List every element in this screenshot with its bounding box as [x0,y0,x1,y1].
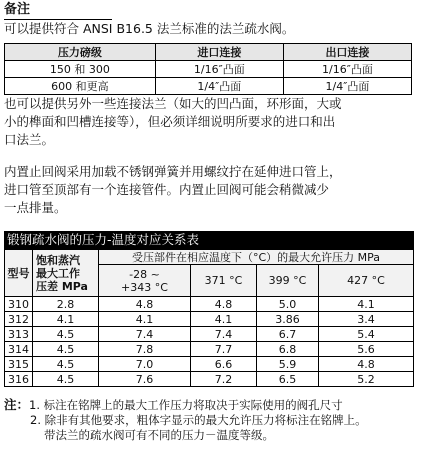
cell: 4.8 [99,297,191,312]
paragraph-line: 内置止回阀采用加载不锈钢弹簧并用螺纹拧在延伸进口管上， [4,164,342,179]
notes-lead: 注： [4,397,30,412]
connection-table [4,43,412,95]
cell: 7.0 [99,357,191,372]
cell: 5.6 [319,342,414,357]
cell: 2.8 [33,297,99,312]
cell: 4.8 [191,297,257,312]
header-max-dp [33,250,99,297]
header-pressure-class: 压力磅级 [5,44,156,61]
cell: 7.4 [99,327,191,342]
cell: 310 [5,297,33,312]
cell: 5.0 [257,297,319,312]
header-max-dp-line: 压差 MPa [36,279,88,293]
cell: 314 [5,342,33,357]
cell: 4.5 [33,372,99,387]
cell: 6.5 [257,372,319,387]
cell: 4.1 [319,297,414,312]
paragraph-line: 也可以提供另外一些连接法兰（如大的凹凸面，环形面，大或 [4,96,342,111]
cell: 4.5 [33,327,99,342]
cell: 7.8 [99,342,191,357]
table-row [5,327,414,342]
cell: 600 和更高 [5,78,156,95]
cell: 4.1 [33,312,99,327]
pt-table-title: 锻钢疏水阀的压力-温度对应关系表 [4,231,414,249]
heading-underline [4,19,112,20]
cell: 4.1 [99,312,191,327]
paragraph-line: 口法兰。 [4,132,55,147]
cell: 4.5 [33,342,99,357]
cell: 4.5 [33,357,99,372]
cell: 7.4 [191,327,257,342]
cell: 4.1 [191,312,257,327]
cell: 312 [5,312,33,327]
table-row [5,78,412,95]
notes [4,397,417,443]
cell: 1/4″凸面 [283,78,411,95]
header-max-dp-line: 最大工作 [36,266,80,280]
table-row [5,312,414,327]
table-row [5,372,414,387]
cell: 316 [5,372,33,387]
header-outlet: 出口连接 [283,44,411,61]
paragraph-line: 小的榫面和凹槽连接等），但必须详细说明所要求的进口和出 [4,114,336,129]
cell: 6.8 [257,342,319,357]
table-row [5,297,414,312]
paragraph-line: 一点排量。 [4,200,67,215]
table-row [5,61,412,78]
cell: 7.2 [191,372,257,387]
cell: 1/16″凸面 [155,61,283,78]
cell: 3.86 [257,312,319,327]
note-heading: 备注 [4,2,31,17]
cell: 150 和 300 [5,61,156,78]
header-temp: 371 °C [191,265,257,297]
header-inlet: 进口连接 [155,44,283,61]
note-item: 带法兰的疏水阀可有不同的压力－温度等级。 [44,428,274,442]
header-temp: 399 °C [257,265,319,297]
cell: 5.9 [257,357,319,372]
cell: 3.4 [319,312,414,327]
header-temp-group: 受压部件在相应温度下（°C）的最大允许压力 MPa [99,250,414,265]
cell: 7.6 [99,372,191,387]
cell: 4.8 [319,357,414,372]
header-model: 型号 [5,250,33,297]
cell: 6.6 [191,357,257,372]
header-temp: -28 ~ +343 °C [99,265,191,297]
cell: 1/4″凸面 [155,78,283,95]
cell: 6.7 [257,327,319,342]
table-row [5,342,414,357]
cell: 315 [5,357,33,372]
intro-text: 可以提供符合 ANSI B16.5 法兰标准的法兰疏水阀。 [4,21,295,36]
note-item: 1. 标注在铭牌上的最大工作压力将取决于实际使用的阀孔尺寸 [29,398,343,412]
cell: 1/16″凸面 [283,61,411,78]
cell: 313 [5,327,33,342]
note-item: 2. 除非有其他要求，粗体字显示的最大允许压力将标注在铭牌上。 [30,413,367,427]
header-temp: 427 °C [319,265,414,297]
header-max-dp-line: 饱和蒸汽 [36,253,80,267]
cell: 7.7 [191,342,257,357]
cell: 5.2 [319,372,414,387]
pressure-temperature-table [4,249,414,387]
table-row [5,357,414,372]
cell: 5.4 [319,327,414,342]
paragraph-line: 进口管至顶部有一个连接管件。内置止回阀可能会稍微减少 [4,182,330,197]
